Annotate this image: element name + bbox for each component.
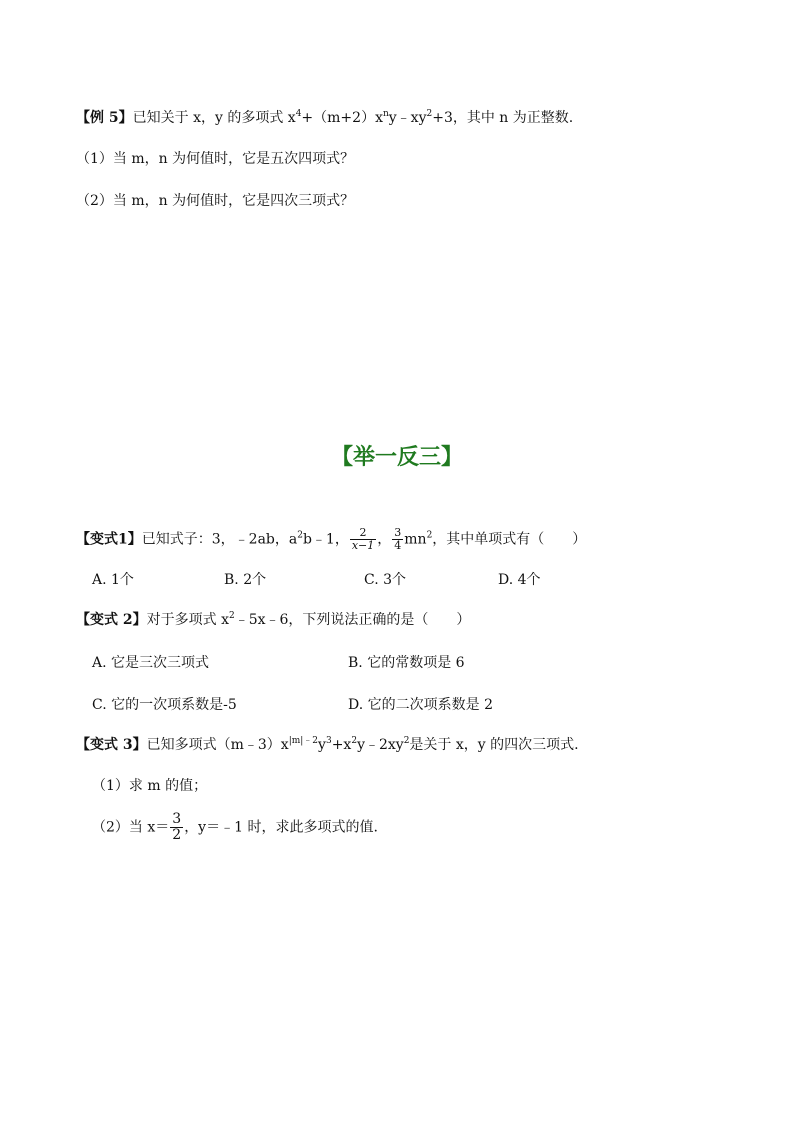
variant2-option-b: B. 它的常数项是 6 [348,655,465,671]
variant1-option-d: D. 4个 [498,572,541,588]
section-heading: 【举一反三】 [330,445,463,470]
variant1-option-c: C. 3个 [364,572,407,588]
variant2-tag: 【变式 2】 [76,612,147,628]
fraction-3-over-2: $\frac{3}{2}$ [172,811,182,843]
variant3-tag: 【变式 3】 [76,737,147,753]
variant2-option-c: C. 它的一次项系数是-5 [92,697,237,713]
variant1-stem: 【变式1】已知式子：3，﹣2ab，$a^2b﹣1$， $\frac{2}{x-1}$ ， $\frac{3}{4}$ $mn^2$，其中单项式有（ ） [76,526,587,552]
fraction-2-over-x-minus-1: $\frac{2}{x-1}$ [351,526,375,552]
variant2-option-a: A. 它是三次三项式 [92,655,210,671]
variant1-option-a: A. 1个 [92,572,134,588]
example5-question-2: （2）当 m，n 为何值时，它是四次三项式？ [76,193,355,209]
variant3-question-2: （2）当 x＝ $\frac{3}{2}$ ，y＝﹣1 时，求此多项式的值. [92,811,378,843]
example5-stem: 【例 5】已知关于 x，y 的多项式 $x^4+(m+2)x^ny﹣xy^2+3$，其中 n 为正整数. [76,109,574,126]
example5-question-1: （1）当 m，n 为何值时，它是五次四项式？ [76,151,355,167]
variant3-stem: 【变式 3】已知多项式$(m﹣3)x^{|m|﹣2}y^3+x^2y﹣2xy^2$是关于 x，y 的四次三项式. [76,736,579,753]
variant2-option-d: D. 它的二次项系数是 2 [348,697,493,713]
variant2-stem: 【变式 2】对于多项式 $x^2﹣5x﹣6$，下列说法正确的是（ ） [76,611,471,628]
variant1-tag: 【变式1】 [76,531,142,548]
fraction-3-over-4: $\frac{3}{4}$ [394,526,402,552]
variant3-question-1: （1）求 m 的值； [92,778,208,794]
variant1-option-b: B. 2个 [224,572,267,588]
example5-tag: 【例 5】 [76,110,133,126]
